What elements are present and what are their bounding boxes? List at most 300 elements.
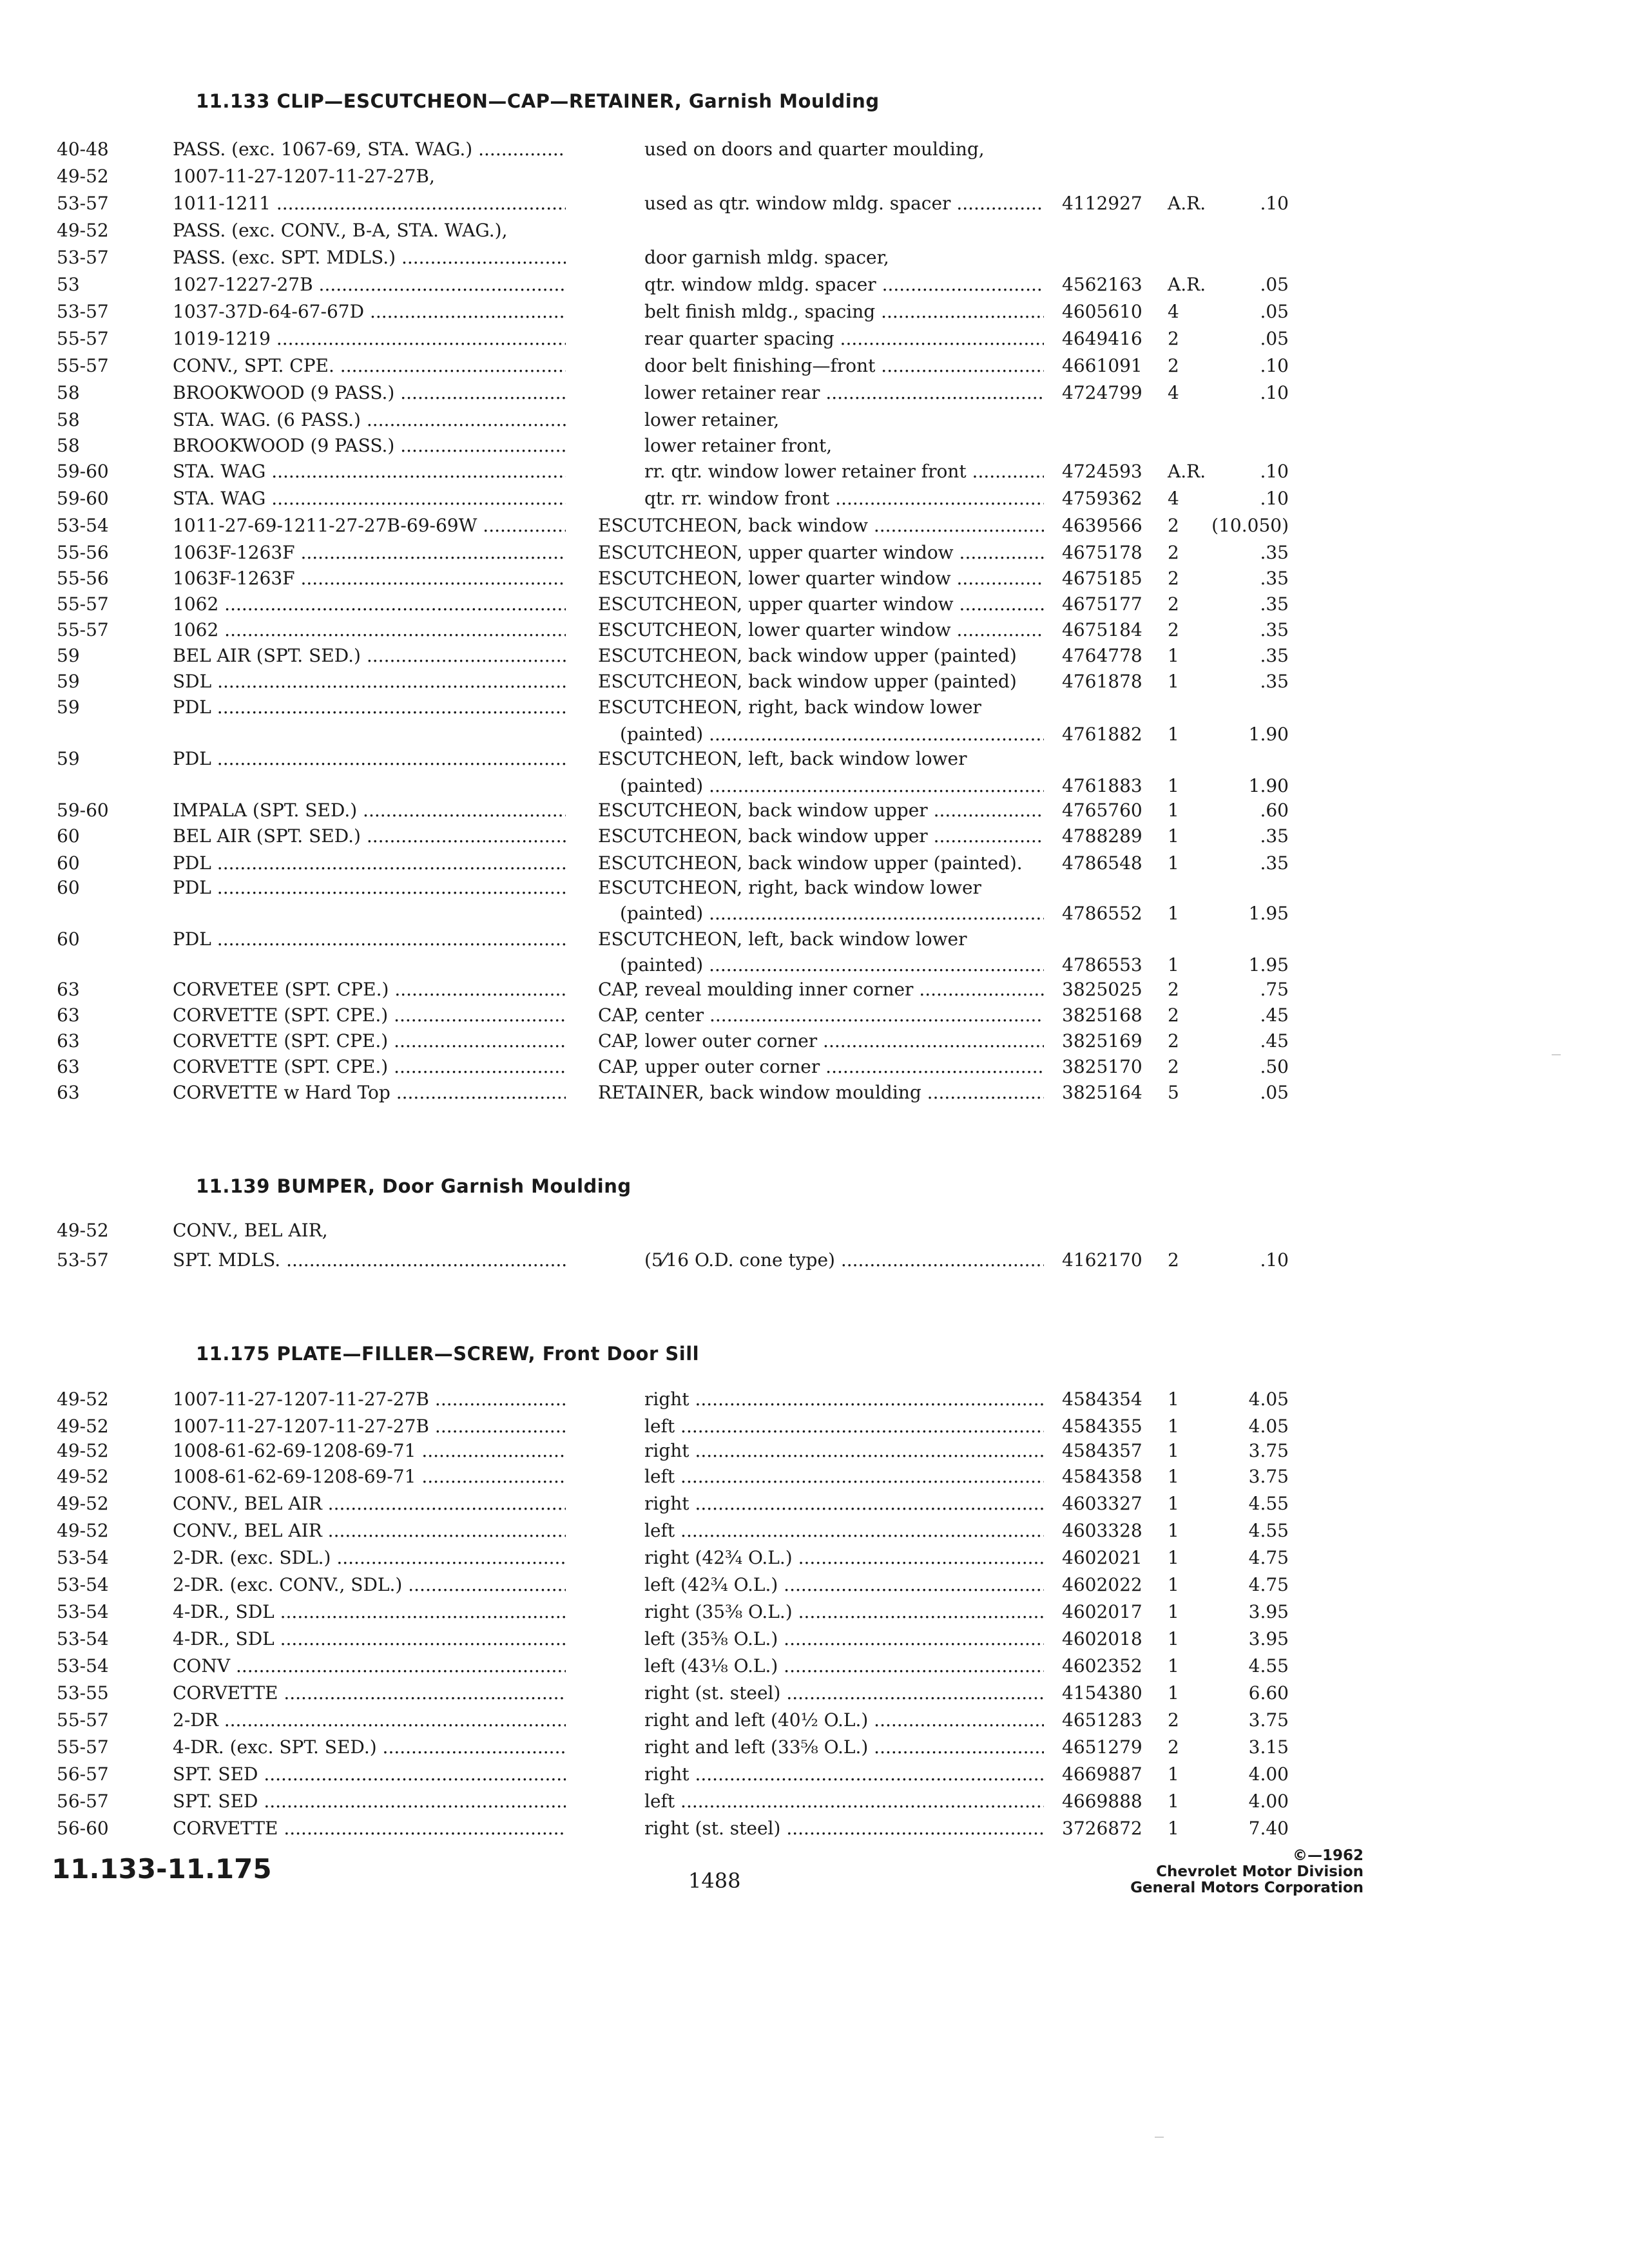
list-price: 3.15: [1248, 1736, 1289, 1758]
quantity: 1: [1168, 775, 1179, 796]
parts-row: [0, 218, 1629, 244]
model-year: 55-57: [57, 328, 109, 349]
part-description: door belt finishing—front .....: [644, 353, 1044, 379]
parts-row: [0, 1491, 1629, 1517]
model-description: 1062 .....: [173, 591, 566, 617]
model-year: 49-52: [57, 1520, 109, 1541]
quantity: 1: [1168, 1416, 1179, 1437]
page-number: 1488: [688, 1869, 741, 1893]
part-description: CAP, lower outer corner .....: [598, 1028, 1044, 1054]
model-description: CORVETTE w Hard Top .....: [173, 1080, 566, 1106]
list-price: .10: [1260, 488, 1289, 509]
list-price: .10: [1260, 355, 1289, 376]
model-description: PASS. (exc. CONV., B-A, STA. WAG.),: [173, 220, 508, 241]
model-year: 49-52: [57, 1493, 109, 1514]
part-description: (painted) .....: [620, 773, 1044, 799]
parts-row: [0, 1572, 1629, 1598]
parts-row: [0, 773, 1629, 799]
model-year: 55-57: [57, 593, 109, 615]
model-year: 49-52: [57, 166, 109, 187]
model-year: 49-52: [57, 220, 109, 241]
part-number: 3825168: [1062, 1004, 1142, 1026]
model-description: CORVETTE (SPT. CPE.) .....: [173, 1054, 566, 1080]
parts-row: [0, 459, 1629, 485]
quantity: 1: [1168, 1655, 1179, 1677]
parts-row: [0, 299, 1629, 325]
quantity: 4: [1168, 488, 1179, 509]
part-number: 4112927: [1062, 193, 1142, 214]
parts-row: [0, 380, 1629, 406]
quantity: 1: [1168, 852, 1179, 874]
quantity: 1: [1168, 645, 1179, 666]
quantity: 2: [1168, 1249, 1179, 1271]
model-year: 60: [57, 825, 80, 847]
model-description: CONV., SPT. CPE. .....: [173, 353, 566, 379]
quantity: A.R.: [1168, 193, 1206, 214]
part-number: 4603327: [1062, 1493, 1142, 1514]
list-price: .35: [1260, 568, 1289, 589]
part-description: CAP, center .....: [598, 1003, 1044, 1028]
parts-row: [0, 1789, 1629, 1814]
part-description: left .....: [644, 1789, 1044, 1814]
part-number: 4639566: [1062, 515, 1142, 536]
part-description: CAP, reveal moulding inner corner .....: [598, 977, 1044, 1003]
list-price: .35: [1260, 593, 1289, 615]
list-price: .50: [1260, 1056, 1289, 1077]
model-description: 4-DR. (exc. SPT. SED.) .....: [173, 1735, 566, 1760]
parts-row: [0, 1080, 1629, 1106]
parts-row: [0, 1599, 1629, 1625]
model-description: 1062 .....: [173, 617, 566, 643]
quantity: 2: [1168, 593, 1179, 615]
quantity: 2: [1168, 1709, 1179, 1731]
parts-row: [0, 1680, 1629, 1706]
model-description: BEL AIR (SPT. SED.) .....: [173, 643, 566, 669]
parts-row: [0, 1518, 1629, 1544]
list-price: .75: [1260, 979, 1289, 1000]
parts-row: [0, 1762, 1629, 1787]
part-number: 4154380: [1062, 1682, 1142, 1704]
list-price: 4.00: [1248, 1791, 1289, 1812]
model-year: 59-60: [57, 461, 109, 482]
publisher-division: Chevrolet Motor Division: [1156, 1863, 1364, 1880]
parts-row: [0, 164, 1629, 189]
part-description: right (35⅜ O.L.) .....: [644, 1599, 1044, 1625]
model-year: 59-60: [57, 800, 109, 821]
part-description: belt finish mldg., spacing .....: [644, 299, 1044, 325]
model-description: 1007-11-27-1207-11-27-27B .....: [173, 1387, 566, 1412]
list-price: 1.95: [1248, 954, 1289, 975]
publisher-corporation: General Motors Corporation: [1130, 1879, 1364, 1896]
model-description: CONV., BEL AIR,: [173, 1220, 328, 1241]
model-year: 60: [57, 852, 80, 874]
parts-row: [0, 566, 1629, 591]
model-year: 56-60: [57, 1818, 109, 1839]
model-year: 53-54: [57, 1628, 109, 1649]
part-description: RETAINER, back window moulding .....: [598, 1080, 1044, 1106]
quantity: 1: [1168, 1628, 1179, 1649]
model-description: SPT. MDLS. .....: [173, 1247, 566, 1273]
model-year: 49-52: [57, 1466, 109, 1487]
parts-row: [0, 1464, 1629, 1490]
list-price: 3.75: [1248, 1440, 1289, 1461]
quantity: 1: [1168, 1466, 1179, 1487]
list-price: 7.40: [1248, 1818, 1289, 1839]
model-year: 49-52: [57, 1440, 109, 1461]
quantity: 1: [1168, 1574, 1179, 1595]
part-number: 4761883: [1062, 775, 1142, 796]
section-title: 11.139 BUMPER, Door Garnish Moulding: [196, 1175, 631, 1197]
quantity: 4: [1168, 382, 1179, 403]
part-description: rear quarter spacing .....: [644, 326, 1044, 352]
model-description: 1019-1219 .....: [173, 326, 566, 352]
model-year: 59: [57, 671, 80, 692]
list-price: 4.05: [1248, 1389, 1289, 1410]
model-description: BEL AIR (SPT. SED.) .....: [173, 823, 566, 849]
part-number: 4649416: [1062, 328, 1142, 349]
part-description: (painted) .....: [620, 722, 1044, 747]
part-description: ESCUTCHEON, back window upper (painted).: [598, 852, 1023, 874]
parts-row: [0, 927, 1629, 952]
parts-row: [0, 1003, 1629, 1028]
part-number: 3825169: [1062, 1030, 1142, 1052]
model-year: 53-54: [57, 1547, 109, 1568]
part-number: 4661091: [1062, 355, 1142, 376]
parts-row: [0, 353, 1629, 379]
model-year: 40-48: [57, 139, 109, 160]
model-year: 53-55: [57, 1682, 109, 1704]
part-number: 4651279: [1062, 1736, 1142, 1758]
part-number: 4675177: [1062, 593, 1142, 615]
model-description: PDL .....: [173, 927, 566, 952]
model-year: 55-56: [57, 568, 109, 589]
model-year: 63: [57, 979, 80, 1000]
parts-row: [0, 617, 1629, 643]
part-description: lower retainer rear .....: [644, 380, 1044, 406]
part-number: 4602352: [1062, 1655, 1142, 1677]
model-year: 58: [57, 382, 80, 403]
part-description: ESCUTCHEON, back window upper .....: [598, 823, 1044, 849]
model-year: 53-57: [57, 1249, 109, 1271]
part-description: lower retainer front,: [644, 435, 833, 456]
list-price: .35: [1260, 645, 1289, 666]
part-description: used on doors and quarter moulding,: [644, 139, 985, 160]
list-price: .35: [1260, 852, 1289, 874]
part-description: left (43⅛ O.L.) .....: [644, 1653, 1044, 1679]
model-year: 56-57: [57, 1791, 109, 1812]
model-description: PDL .....: [173, 850, 566, 876]
part-number: 4786552: [1062, 903, 1142, 924]
list-price: 1.90: [1248, 775, 1289, 796]
part-number: 4759362: [1062, 488, 1142, 509]
part-description: ESCUTCHEON, left, back window lower: [598, 928, 967, 950]
model-description: 1007-11-27-1207-11-27-27B,: [173, 166, 435, 187]
list-price: 4.55: [1248, 1493, 1289, 1514]
section-title: 11.175 PLATE—FILLER—SCREW, Front Door Sill: [196, 1343, 700, 1365]
part-description: right .....: [644, 1438, 1044, 1464]
part-number: 3825164: [1062, 1082, 1142, 1103]
model-description: CONV .....: [173, 1653, 566, 1679]
part-number: 4675185: [1062, 568, 1142, 589]
parts-row: [0, 1054, 1629, 1080]
model-year: 56-57: [57, 1763, 109, 1785]
part-description: right .....: [644, 1762, 1044, 1787]
list-price: 4.00: [1248, 1763, 1289, 1785]
part-description: ESCUTCHEON, upper quarter window .....: [598, 540, 1044, 566]
model-year: 55-57: [57, 1709, 109, 1731]
part-description: left .....: [644, 1414, 1044, 1439]
quantity: 1: [1168, 1601, 1179, 1622]
part-description: door garnish mldg. spacer,: [644, 247, 889, 268]
quantity: 1: [1168, 800, 1179, 821]
model-description: STA. WAG .....: [173, 459, 566, 485]
model-description: 1008-61-62-69-1208-69-71 .....: [173, 1438, 566, 1464]
part-description: ESCUTCHEON, right, back window lower: [598, 697, 981, 718]
part-number: 4562163: [1062, 274, 1142, 295]
quantity: 1: [1168, 903, 1179, 924]
model-year: 53-57: [57, 301, 109, 322]
part-description: used as qtr. window mldg. spacer .....: [644, 191, 1044, 216]
list-price: .05: [1260, 274, 1289, 295]
parts-row: [0, 1218, 1629, 1244]
list-price: .35: [1260, 542, 1289, 563]
model-description: IMPALA (SPT. SED.) .....: [173, 798, 566, 823]
quantity: 1: [1168, 1547, 1179, 1568]
model-description: 2-DR .....: [173, 1707, 566, 1733]
model-year: 63: [57, 1030, 80, 1052]
part-description: rr. qtr. window lower retainer front .....: [644, 459, 1044, 485]
part-number: 4584354: [1062, 1389, 1142, 1410]
model-year: 53: [57, 274, 80, 295]
quantity: 2: [1168, 568, 1179, 589]
part-number: 4786553: [1062, 954, 1142, 975]
model-year: 53-54: [57, 1574, 109, 1595]
part-number: 3825170: [1062, 1056, 1142, 1077]
part-description: left .....: [644, 1518, 1044, 1544]
model-description: 1063F-1263F .....: [173, 566, 566, 591]
part-description: ESCUTCHEON, lower quarter window .....: [598, 566, 1044, 591]
model-year: 60: [57, 928, 80, 950]
list-price: 1.95: [1248, 903, 1289, 924]
parts-row: [0, 1707, 1629, 1733]
part-number: 4602022: [1062, 1574, 1142, 1595]
parts-row: [0, 695, 1629, 720]
parts-row: [0, 850, 1629, 876]
model-description: STA. WAG .....: [173, 486, 566, 512]
parts-row: [0, 272, 1629, 298]
quantity: 2: [1168, 1736, 1179, 1758]
part-description: (5⁄16 O.D. cone type) .....: [644, 1247, 1044, 1273]
quantity: 1: [1168, 1818, 1179, 1839]
quantity: 2: [1168, 1030, 1179, 1052]
part-description: right .....: [644, 1387, 1044, 1412]
quantity: 2: [1168, 328, 1179, 349]
part-number: 4675184: [1062, 619, 1142, 640]
model-year: 49-52: [57, 1220, 109, 1241]
part-number: 4584357: [1062, 1440, 1142, 1461]
model-description: CORVETTE (SPT. CPE.) .....: [173, 1003, 566, 1028]
model-year: 63: [57, 1004, 80, 1026]
quantity: 1: [1168, 1440, 1179, 1461]
list-price: .60: [1260, 800, 1289, 821]
parts-row: [0, 875, 1629, 901]
model-year: 55-56: [57, 542, 109, 563]
list-price: .10: [1260, 382, 1289, 403]
part-description: left .....: [644, 1464, 1044, 1490]
model-description: 1027-1227-27B .....: [173, 272, 566, 298]
model-description: 4-DR., SDL .....: [173, 1599, 566, 1625]
model-description: PDL .....: [173, 875, 566, 901]
model-year: 49-52: [57, 1416, 109, 1437]
part-number: 4162170: [1062, 1249, 1142, 1271]
model-description: PASS. (exc. SPT. MDLS.) .....: [173, 245, 566, 271]
model-description: 2-DR. (exc. CONV., SDL.) .....: [173, 1572, 566, 1598]
parts-row: [0, 245, 1629, 271]
parts-row: [0, 513, 1629, 539]
list-price: 4.05: [1248, 1416, 1289, 1437]
part-description: ESCUTCHEON, upper quarter window .....: [598, 591, 1044, 617]
model-description: 1007-11-27-1207-11-27-27B .....: [173, 1414, 566, 1439]
list-price: 1.90: [1248, 724, 1289, 745]
parts-row: [0, 191, 1629, 216]
model-description: STA. WAG. (6 PASS.) .....: [173, 407, 566, 433]
model-year: 59-60: [57, 488, 109, 509]
model-year: 60: [57, 877, 80, 898]
part-description: right (42¾ O.L.) .....: [644, 1545, 1044, 1571]
model-description: SPT. SED .....: [173, 1762, 566, 1787]
quantity: 4: [1168, 301, 1179, 322]
parts-row: [0, 746, 1629, 772]
quantity: 5: [1168, 1082, 1179, 1103]
part-number: 4669887: [1062, 1763, 1142, 1785]
list-price: .05: [1260, 1082, 1289, 1103]
parts-row: [0, 1816, 1629, 1841]
parts-row: [0, 977, 1629, 1003]
model-year: 59: [57, 697, 80, 718]
list-price: 4.55: [1248, 1655, 1289, 1677]
model-year: 55-57: [57, 355, 109, 376]
quantity: 2: [1168, 1004, 1179, 1026]
quantity: A.R.: [1168, 274, 1206, 295]
quantity: 1: [1168, 825, 1179, 847]
parts-row: [0, 407, 1629, 433]
list-price: 3.95: [1248, 1601, 1289, 1622]
list-price: 4.55: [1248, 1520, 1289, 1541]
part-description: qtr. window mldg. spacer .....: [644, 272, 1044, 298]
part-description: lower retainer,: [644, 409, 780, 430]
part-description: right and left (40½ O.L.) .....: [644, 1707, 1044, 1733]
model-description: CORVETTE .....: [173, 1816, 566, 1841]
part-number: 4675178: [1062, 542, 1142, 563]
list-price: .35: [1260, 619, 1289, 640]
list-price: 3.75: [1248, 1709, 1289, 1731]
quantity: 1: [1168, 671, 1179, 692]
part-number: 4584358: [1062, 1466, 1142, 1487]
list-price: 6.60: [1248, 1682, 1289, 1704]
model-year: 55-57: [57, 1736, 109, 1758]
part-number: 4602021: [1062, 1547, 1142, 1568]
parts-row: [0, 540, 1629, 566]
model-description: SDL .....: [173, 669, 566, 695]
part-number: 4724799: [1062, 382, 1142, 403]
part-description: ESCUTCHEON, back window .....: [598, 513, 1044, 539]
quantity: 2: [1168, 1056, 1179, 1077]
model-description: CORVETTE .....: [173, 1680, 566, 1706]
list-price: .05: [1260, 328, 1289, 349]
parts-row: [0, 643, 1629, 669]
model-year: 58: [57, 435, 80, 456]
part-number: 4584355: [1062, 1416, 1142, 1437]
part-number: 4764778: [1062, 645, 1142, 666]
list-price: .05: [1260, 301, 1289, 322]
part-number: 4761882: [1062, 724, 1142, 745]
footer-section-range: 11.133-11.175: [52, 1853, 272, 1885]
parts-row: [0, 952, 1629, 978]
quantity: 1: [1168, 1520, 1179, 1541]
quantity: 2: [1168, 619, 1179, 640]
list-price: 4.75: [1248, 1547, 1289, 1568]
quantity: 2: [1168, 355, 1179, 376]
quantity: 1: [1168, 954, 1179, 975]
part-description: ESCUTCHEON, left, back window lower: [598, 748, 967, 769]
part-description: left (35⅜ O.L.) .....: [644, 1626, 1044, 1652]
model-year: 53-57: [57, 193, 109, 214]
quantity: 1: [1168, 1791, 1179, 1812]
model-description: 4-DR., SDL .....: [173, 1626, 566, 1652]
model-description: PDL .....: [173, 746, 566, 772]
model-description: 2-DR. (exc. SDL.) .....: [173, 1545, 566, 1571]
quantity: 1: [1168, 1682, 1179, 1704]
parts-row: [0, 433, 1629, 459]
part-number: 4651283: [1062, 1709, 1142, 1731]
part-description: ESCUTCHEON, back window upper (painted): [598, 671, 1017, 692]
part-description: (painted) .....: [620, 952, 1044, 978]
parts-row: [0, 137, 1629, 162]
list-price: (10.050): [1211, 515, 1289, 536]
parts-row: [0, 486, 1629, 512]
model-description: CONV., BEL AIR .....: [173, 1518, 566, 1544]
model-year: 53-54: [57, 1601, 109, 1622]
part-description: right (st. steel) .....: [644, 1816, 1044, 1841]
list-price: .35: [1260, 671, 1289, 692]
model-year: 63: [57, 1082, 80, 1103]
part-number: 4669888: [1062, 1791, 1142, 1812]
list-price: 3.95: [1248, 1628, 1289, 1649]
part-number: 4786548: [1062, 852, 1142, 874]
part-description: right and left (33⅝ O.L.) .....: [644, 1735, 1044, 1760]
list-price: .10: [1260, 461, 1289, 482]
part-number: 4605610: [1062, 301, 1142, 322]
parts-row: [0, 823, 1629, 849]
quantity: 2: [1168, 979, 1179, 1000]
parts-row: [0, 901, 1629, 927]
part-description: CAP, upper outer corner .....: [598, 1054, 1044, 1080]
parts-row: [0, 1247, 1629, 1273]
model-year: 53-54: [57, 1655, 109, 1677]
model-description: SPT. SED .....: [173, 1789, 566, 1814]
quantity: 1: [1168, 724, 1179, 745]
list-price: .45: [1260, 1004, 1289, 1026]
parts-row: [0, 722, 1629, 747]
part-number: 4602017: [1062, 1601, 1142, 1622]
part-number: 4724593: [1062, 461, 1142, 482]
list-price: .10: [1260, 1249, 1289, 1271]
list-price: .35: [1260, 825, 1289, 847]
quantity: 1: [1168, 1389, 1179, 1410]
model-description: 1008-61-62-69-1208-69-71 .....: [173, 1464, 566, 1490]
parts-row: [0, 1028, 1629, 1054]
part-description: ESCUTCHEON, back window upper (painted): [598, 645, 1017, 666]
